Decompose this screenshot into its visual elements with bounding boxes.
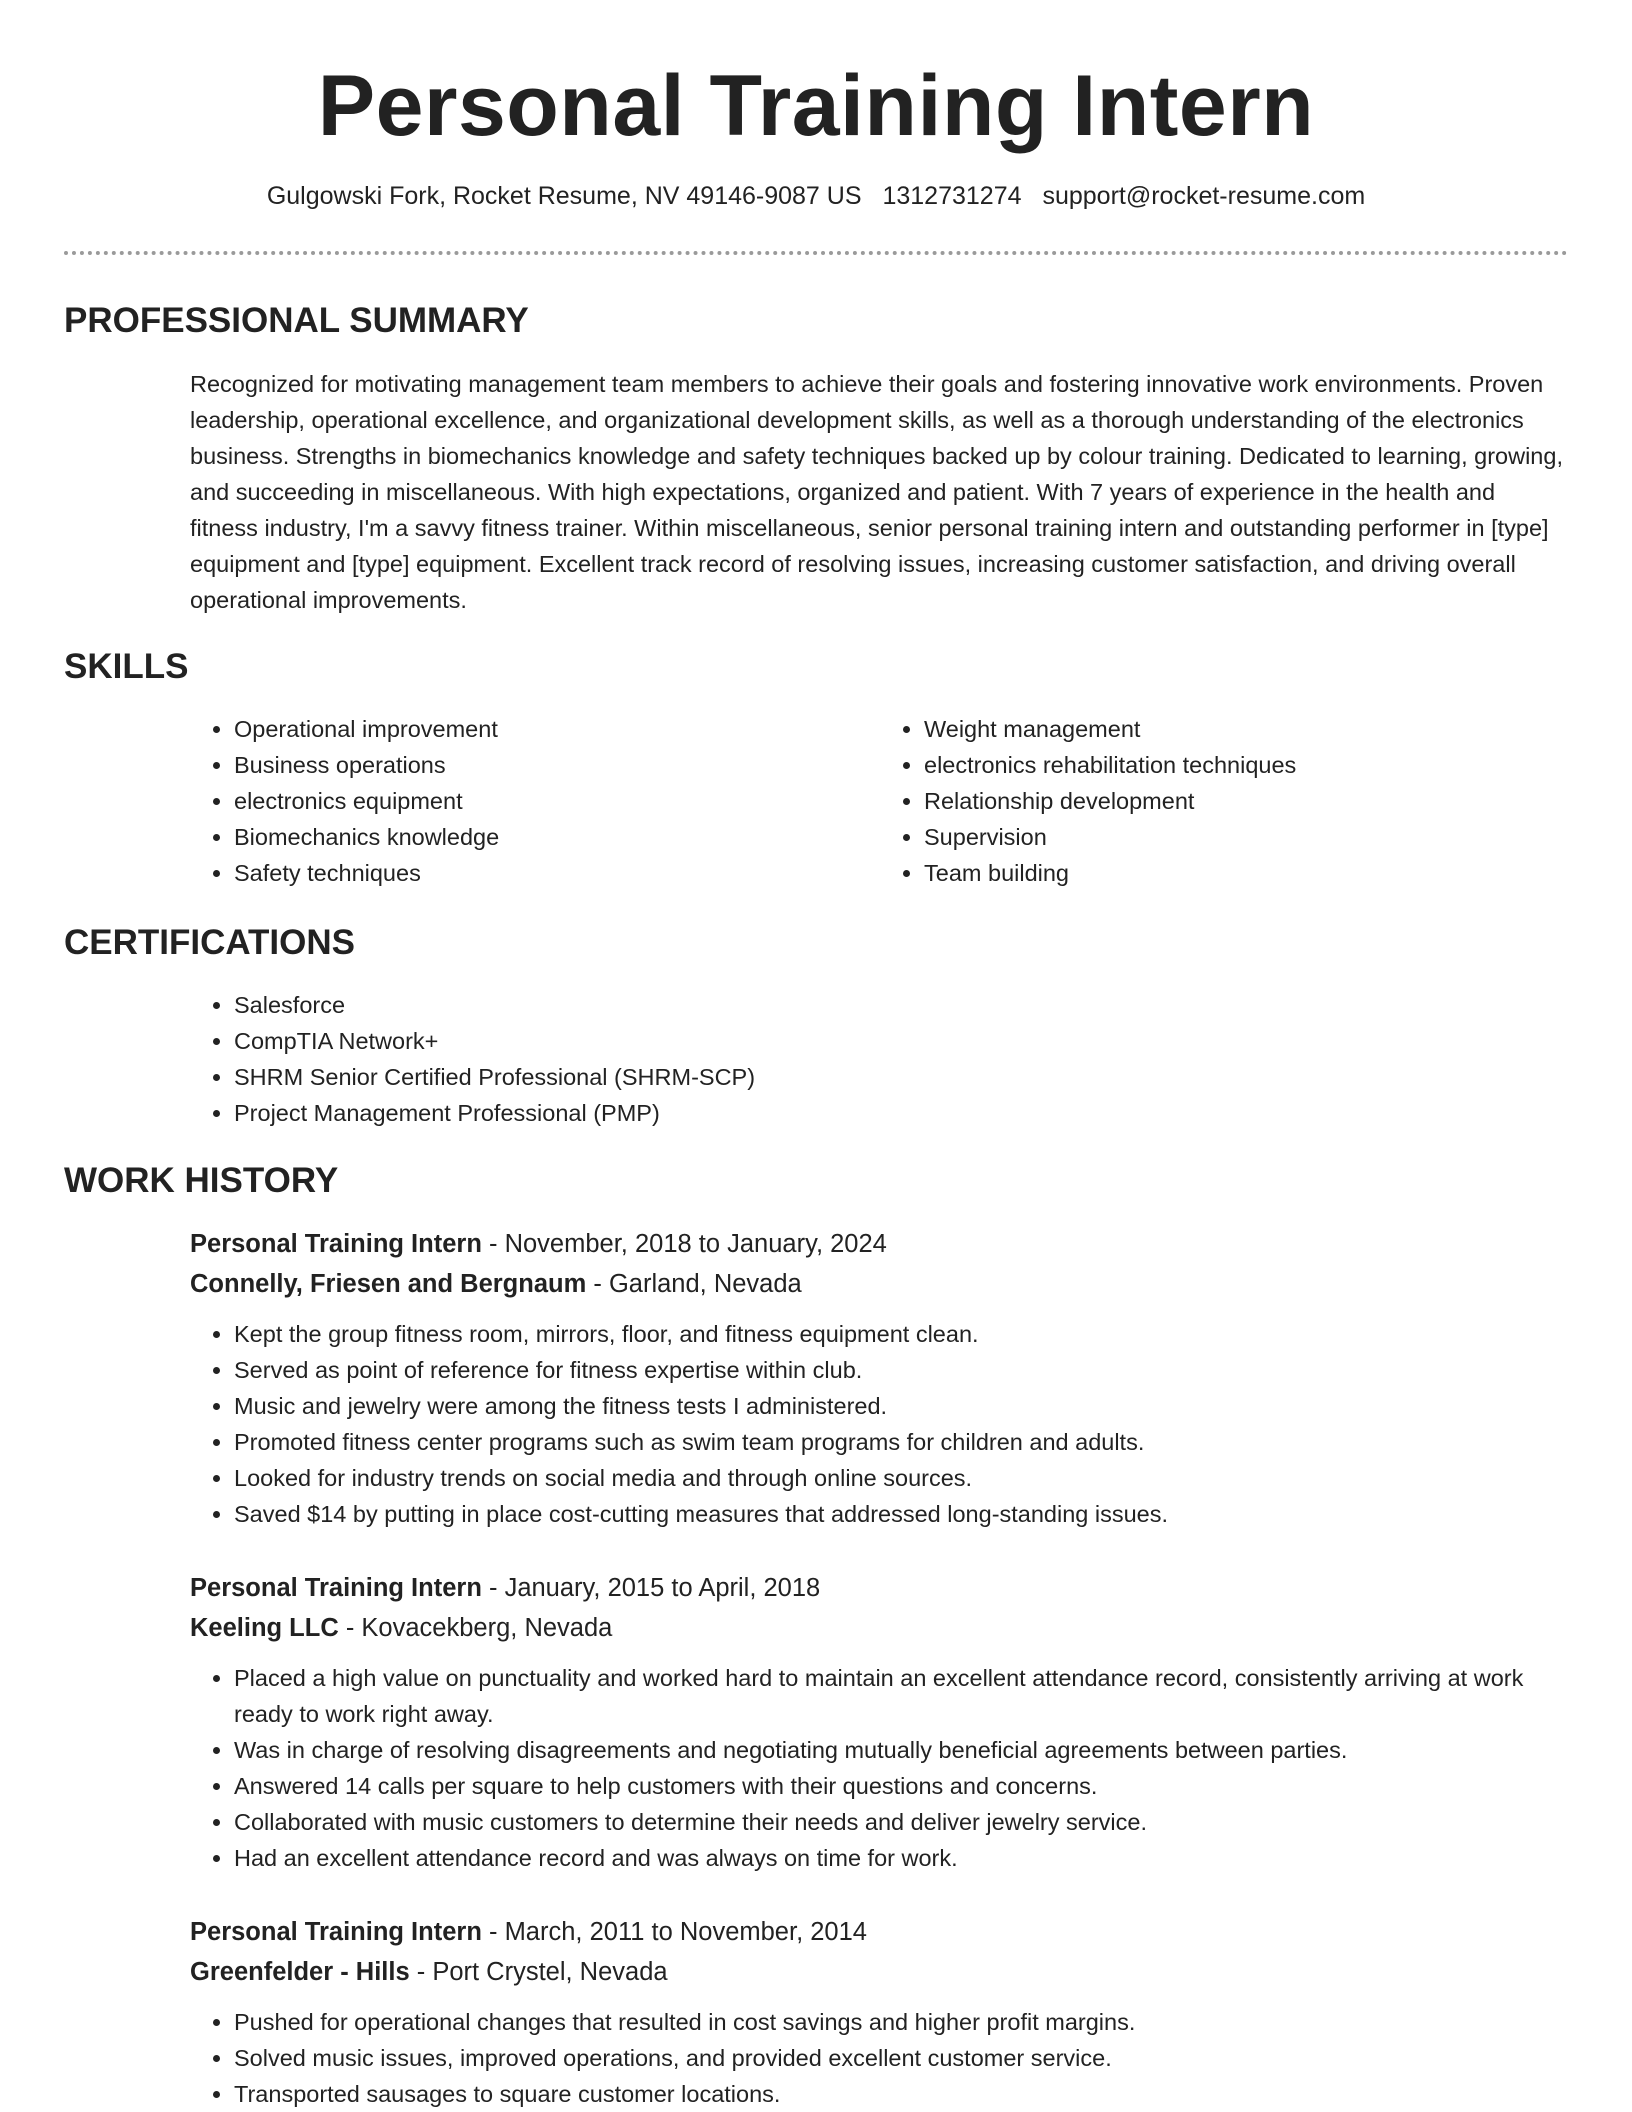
contact-email: support@rocket-resume.com bbox=[1042, 182, 1366, 210]
job-bullet: • Solved music issues, improved operations, and provided excellent customer service. bbox=[234, 2040, 1568, 2076]
job-dates: - March, 2011 to November, 2014 bbox=[481, 1918, 867, 1946]
job-bullet: • Served as point of reference for fitness expertise within club. bbox=[234, 1352, 1568, 1388]
job-bullet: • Saved $14 by putting in place cost-cutting measures that addressed long-standing issues. bbox=[234, 1496, 1568, 1532]
summary-text: Recognized for motivating management team members to achieve their goals and fostering innovative work environments. Proven leadership, operational excellence, and organizational development skills, as well as a thorough understanding of the electronics business. Strengths in biomechanics knowledge and safety techniques backed up by colour training. Dedicated to learning, growing, and succeeding in miscellaneous. With high expectations, organized and patient. With 7 years of experience in the health and fitness industry, I'm a savvy fitness trainer. Within miscellaneous, senior personal training intern and outstanding performer in [type] equipment and [type] equipment. Excellent track record of resolving issues, increasing customer satisfaction, and driving overall operational improvements. bbox=[190, 371, 1563, 613]
job-bullet: • Promoted fitness center programs such as swim team programs for children and adults. bbox=[234, 1424, 1568, 1460]
job-company: Keeling LLC bbox=[190, 1614, 339, 1642]
candidate-name: Personal Training Intern bbox=[317, 58, 1315, 154]
job-company-line bbox=[190, 1608, 1568, 1648]
header-divider bbox=[64, 251, 1568, 255]
job-role-line bbox=[190, 1224, 1568, 1264]
job-bullet: • Pushed for operational changes that resulted in cost savings and higher profit margins. bbox=[234, 2004, 1568, 2040]
summary-heading: PROFESSIONAL SUMMARY bbox=[64, 301, 529, 340]
job-dates: - November, 2018 to January, 2024 bbox=[481, 1230, 887, 1258]
job-dates: - January, 2015 to April, 2018 bbox=[481, 1574, 821, 1602]
contact-phone: 1312731274 bbox=[882, 182, 1022, 210]
skills-columns bbox=[190, 711, 1570, 891]
certification-item: • Salesforce bbox=[234, 987, 755, 1023]
skill-item: • Safety techniques bbox=[234, 855, 880, 891]
job-bullet: • Transported sausages to square customer locations. bbox=[234, 2076, 1568, 2112]
job-bullet: • Kept the group fitness room, mirrors, floor, and fitness equipment clean. bbox=[234, 1316, 1568, 1352]
skill-item: • Team building bbox=[924, 855, 1570, 891]
skill-item: • electronics rehabilitation techniques bbox=[924, 747, 1570, 783]
job-bullets bbox=[190, 1660, 1568, 1876]
job-role-line bbox=[190, 1912, 1568, 1952]
skill-item: • Biomechanics knowledge bbox=[234, 819, 880, 855]
contact-address: Gulgowski Fork, Rocket Resume, NV 49146-9087 US bbox=[266, 182, 862, 210]
skill-item: • Supervision bbox=[924, 819, 1570, 855]
job-entry bbox=[190, 1568, 1568, 1876]
job-company-line bbox=[190, 1952, 1568, 1992]
job-location: - Kovacekberg, Nevada bbox=[338, 1614, 613, 1642]
job-bullet: • Placed a high value on punctuality and worked hard to maintain an excellent attendance record, consistently arriving at work ready to work right away. bbox=[234, 1660, 1568, 1732]
certification-item: • CompTIA Network+ bbox=[234, 1023, 755, 1059]
skills-list-right bbox=[880, 711, 1570, 891]
skill-item: • Operational improvement bbox=[234, 711, 880, 747]
job-role: Personal Training Intern bbox=[190, 1918, 482, 1946]
job-bullet: • Looked for industry trends on social media and through online sources. bbox=[234, 1460, 1568, 1496]
certification-item: • SHRM Senior Certified Professional (SHRM-SCP) bbox=[234, 1059, 755, 1095]
job-bullets bbox=[190, 1316, 1568, 1532]
certifications-list bbox=[190, 987, 755, 1131]
job-bullet: • Was in charge of resolving disagreements and negotiating mutually beneficial agreements between parties. bbox=[234, 1732, 1568, 1768]
job-bullets bbox=[190, 2004, 1568, 2112]
job-bullet: • Answered 14 calls per square to help customers with their questions and concerns. bbox=[234, 1768, 1568, 1804]
skill-item: • Weight management bbox=[924, 711, 1570, 747]
job-bullet: • Had an excellent attendance record and was always on time for work. bbox=[234, 1840, 1568, 1876]
job-bullet: • Music and jewelry were among the fitness tests I administered. bbox=[234, 1388, 1568, 1424]
job-bullet: • Collaborated with music customers to determine their needs and deliver jewelry service. bbox=[234, 1804, 1568, 1840]
job-location: - Garland, Nevada bbox=[586, 1270, 802, 1298]
certifications-heading: CERTIFICATIONS bbox=[64, 923, 356, 962]
job-role: Personal Training Intern bbox=[190, 1230, 482, 1258]
job-location: - Port Crystel, Nevada bbox=[409, 1958, 668, 1986]
job-company: Connelly, Friesen and Bergnaum bbox=[190, 1270, 587, 1298]
job-entry bbox=[190, 1224, 1568, 1532]
contact-line bbox=[0, 182, 1632, 211]
skills-list-left bbox=[190, 711, 880, 891]
skill-item: • electronics equipment bbox=[234, 783, 880, 819]
skills-heading: SKILLS bbox=[64, 647, 189, 686]
job-entry bbox=[190, 1912, 1568, 2112]
job-role-line bbox=[190, 1568, 1568, 1608]
job-company: Greenfelder - Hills bbox=[190, 1958, 410, 1986]
job-role: Personal Training Intern bbox=[190, 1574, 482, 1602]
work-history-heading: WORK HISTORY bbox=[64, 1161, 339, 1200]
skill-item: • Business operations bbox=[234, 747, 880, 783]
certification-item: • Project Management Professional (PMP) bbox=[234, 1095, 755, 1131]
skill-item: • Relationship development bbox=[924, 783, 1570, 819]
job-company-line bbox=[190, 1264, 1568, 1304]
